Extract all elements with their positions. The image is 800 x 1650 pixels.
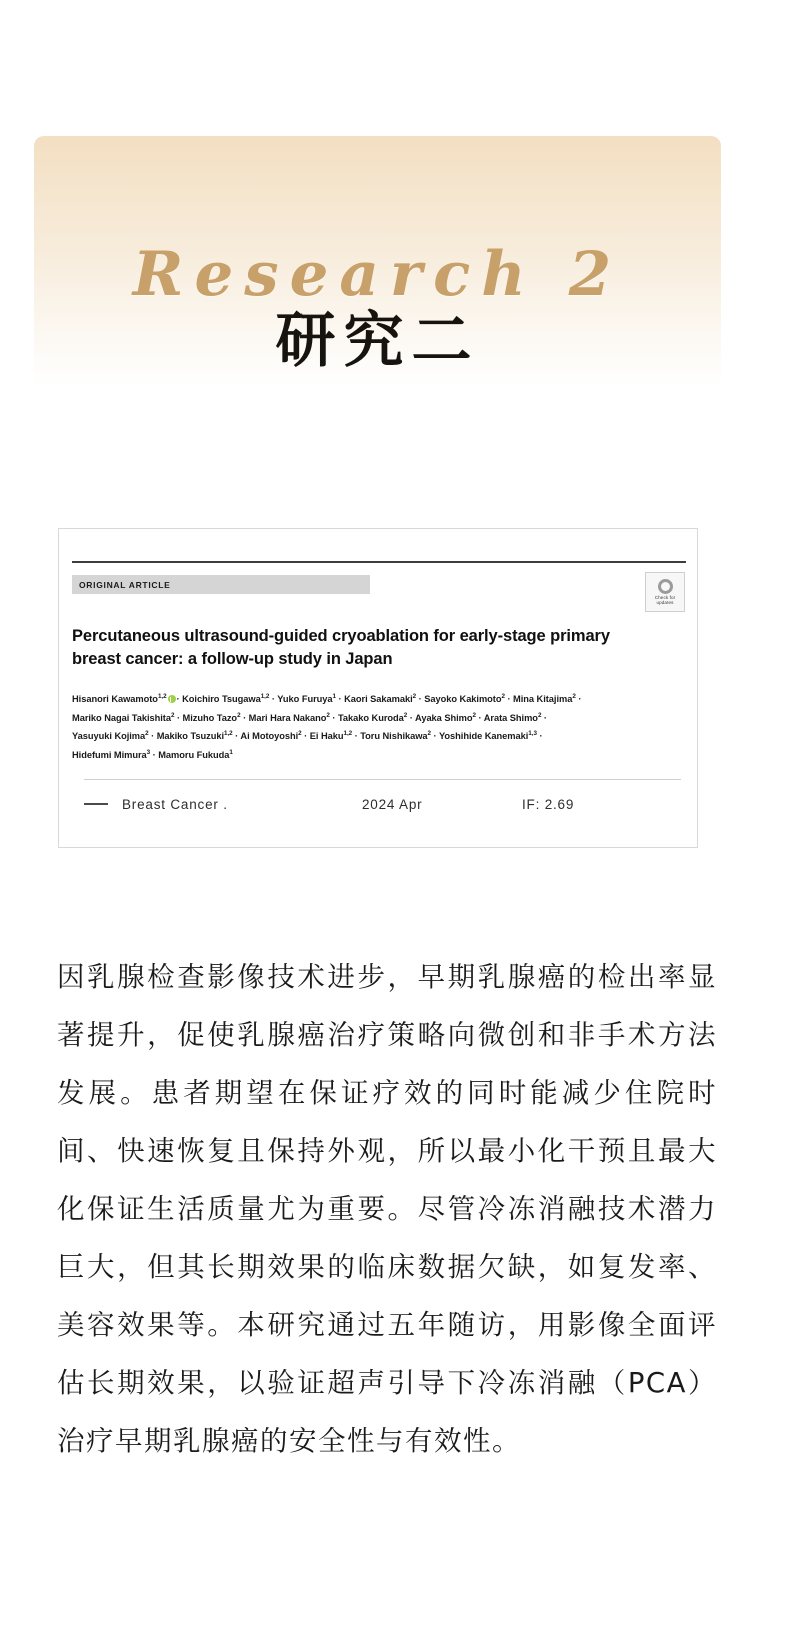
orcid-icon[interactable] (168, 695, 176, 703)
author-line-2: Mariko Nagai Takishita$^2$ · Mizuho Tazo$^2$ · Mari Hara Nakano$^2$ · Takako Kuroda$^2$ · Ayaka Shimo$^2$ · Arata Shimo$^2$ · (72, 711, 547, 723)
paper-meta-row (84, 791, 684, 817)
hero-chinese-title: 研究二 (275, 306, 480, 376)
paper-meta-divider (84, 779, 681, 780)
paper-date: 2024 Apr (362, 796, 423, 812)
summary-paragraph: 因乳腺检查影像技术进步，早期乳腺癌的检出率显著提升，促使乳腺癌治疗策略向微创和非手术方法发展。患者期望在保证疗效的同时能减少住院时间、快速恢复且保持外观，所以最小化干预且最大化保证生活质量尤为重要。尽管冷冻消融技术潜力巨大，但其长期效果的临床数据欠缺，如复发率、美容效果等。本研究通过五年随访，用影像全面评估长期效果，以验证超声引导下冷冻消融（PCA）治疗早期乳腺癌的安全性与有效性。 (57, 961, 717, 1457)
author-line-4: Hidefumi Mimura$^3$ · Mamoru Fukuda$^1$ (72, 749, 233, 761)
hero-banner (34, 136, 721, 388)
paper-impact-factor: IF: 2.69 (522, 796, 575, 812)
hero-script-title: Research 2 (132, 239, 623, 310)
crossmark-circle-icon (658, 579, 673, 594)
paper-title: Percutaneous ultrasound-guided cryoablation for early-stage primary breast cancer: a follow-up study in Japan (72, 627, 610, 668)
paper-citation-card (58, 528, 698, 848)
author-line-3: Yasuyuki Kojima$^2$ · Makiko Tsuzuki$^{1,2}$ · Ai Motoyoshi$^2$ · Ei Haku$^{1,2}$ · Toru Nishikawa$^2$ · Yoshihide Kanemaki$^{1,3}$ · (72, 730, 543, 742)
paper-journal: Breast Cancer . (122, 796, 228, 812)
meta-dash-icon (84, 803, 108, 805)
paper-authors (72, 689, 672, 764)
article-type-badge (72, 575, 370, 594)
crossmark-check-for-updates-icon[interactable] (645, 572, 685, 612)
article-type-label: ORIGINAL ARTICLE (79, 579, 171, 590)
crossmark-line1: Check for (654, 594, 676, 600)
paper-top-rule (72, 561, 686, 563)
author-line-1: Hisanori Kawamoto$^{1,2}$ · Koichiro Tsugawa$^{1,2}$ · Yuko Furuya$^1$ · Kaori Sakamaki$^2$ · Sayoko Kakimoto$^2$ · Mina Kitajima$^2$ · (72, 693, 582, 705)
crossmark-line2: updates (656, 600, 674, 605)
